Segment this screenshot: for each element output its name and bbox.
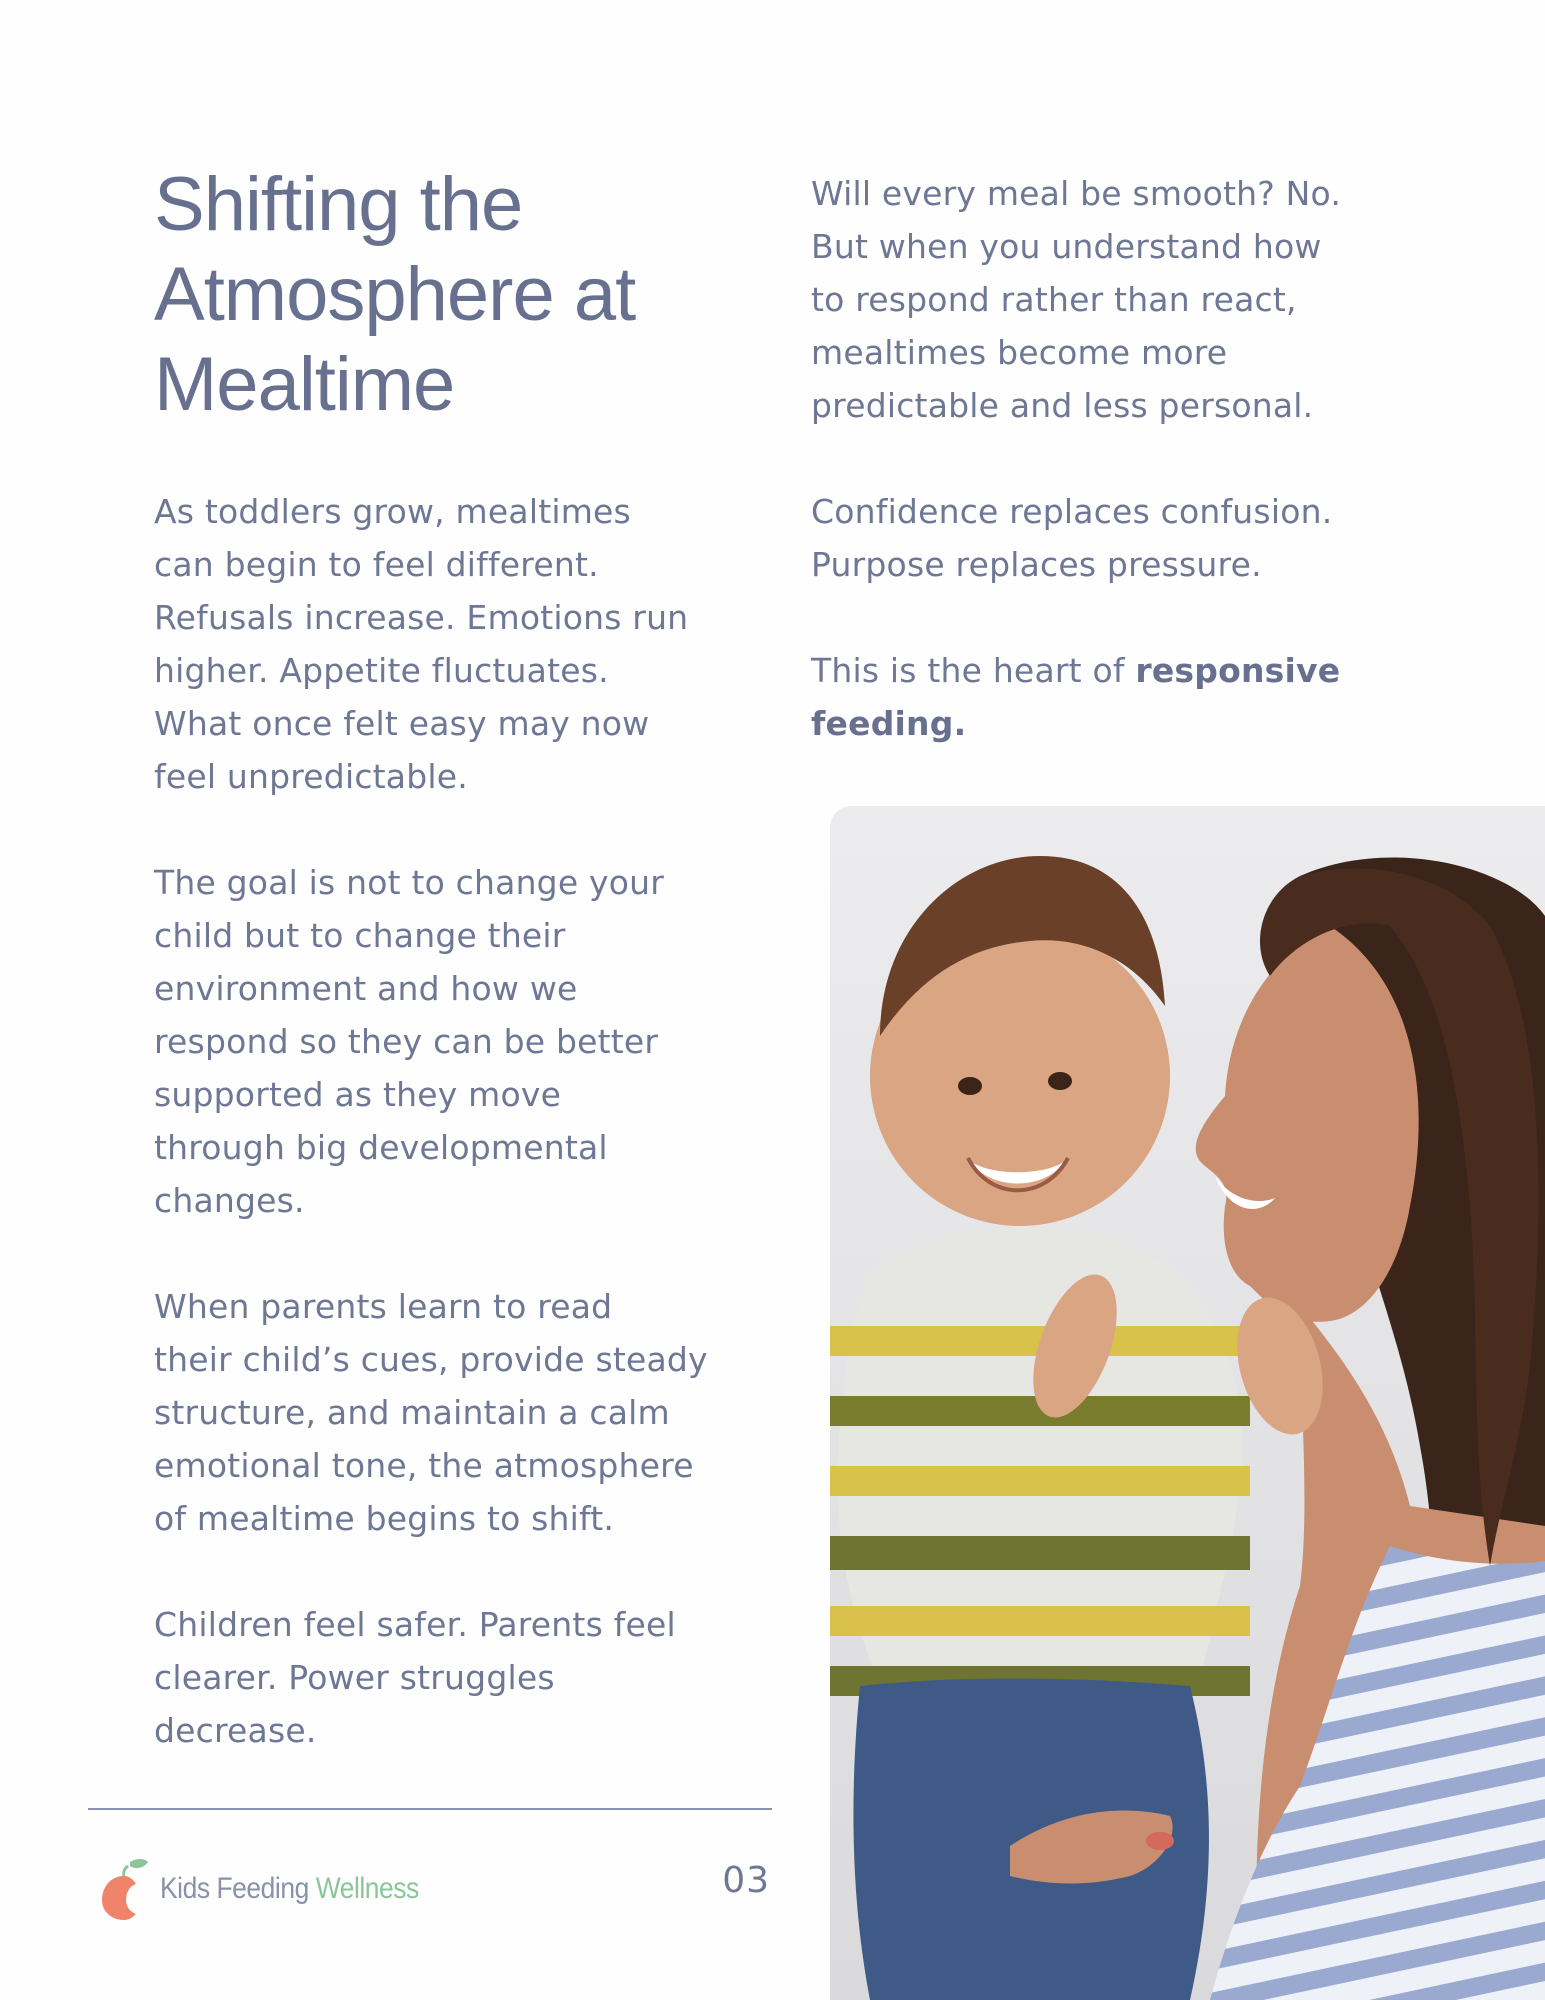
text-line: clearer. Power struggles xyxy=(154,1658,555,1697)
text-line: child but to change their xyxy=(154,916,566,955)
text-line: through big developmental xyxy=(154,1128,608,1167)
text-line: When parents learn to read xyxy=(154,1287,613,1326)
left-column xyxy=(154,485,744,1810)
paragraph xyxy=(154,1598,744,1757)
paragraph xyxy=(154,1280,744,1545)
paragraph xyxy=(811,485,1411,591)
brand-logo xyxy=(100,1854,454,1924)
text-line: changes. xyxy=(154,1181,305,1220)
text-line: supported as they move xyxy=(154,1075,562,1114)
text-line: environment and how we xyxy=(154,969,578,1008)
text-line: to respond rather than react, xyxy=(811,280,1297,319)
page-title xyxy=(154,160,714,430)
emphasis-text: feeding. xyxy=(811,704,967,743)
text-line: predictable and less personal. xyxy=(811,386,1314,425)
brand-name xyxy=(160,1872,419,1906)
apple-logo-icon xyxy=(100,1856,150,1922)
text-line: respond so they can be better xyxy=(154,1022,659,1061)
text-line: their child’s cues, provide steady xyxy=(154,1340,708,1379)
text-fragment: This is the heart of xyxy=(811,651,1136,690)
brand-name-part: Wellness xyxy=(315,1872,419,1905)
footer-divider xyxy=(88,1808,772,1810)
text-line: The goal is not to change your xyxy=(154,863,665,902)
text-line xyxy=(811,644,1411,697)
paragraph xyxy=(811,644,1411,750)
text-line: Will every meal be smooth? No. xyxy=(811,174,1342,213)
emphasis-text: responsive xyxy=(1135,651,1341,690)
right-column xyxy=(811,167,1411,803)
text-line: mealtimes become more xyxy=(811,333,1228,372)
title-line: Atmosphere at xyxy=(154,252,636,337)
paragraph xyxy=(811,167,1411,432)
text-line: can begin to feel different. xyxy=(154,545,599,584)
title-line: Shifting the xyxy=(154,162,523,247)
text-line: As toddlers grow, mealtimes xyxy=(154,492,631,531)
text-line: decrease. xyxy=(154,1711,317,1750)
title-line: Mealtime xyxy=(154,342,455,427)
text-line: Children feel safer. Parents feel xyxy=(154,1605,676,1644)
text-line: What once felt easy may now xyxy=(154,704,650,743)
text-line: structure, and maintain a calm xyxy=(154,1393,670,1432)
paragraph xyxy=(154,485,744,803)
text-line: of mealtime begins to shift. xyxy=(154,1499,615,1538)
text-line: Purpose replaces pressure. xyxy=(811,545,1262,584)
photo-illustration xyxy=(830,806,1545,2000)
text-line: But when you understand how xyxy=(811,227,1322,266)
mother-and-toddler-photo xyxy=(830,806,1545,2000)
page-number: 03 xyxy=(722,1860,770,1901)
text-line: Refusals increase. Emotions run xyxy=(154,598,689,637)
paragraph xyxy=(154,856,744,1227)
text-line: Confidence replaces confusion. xyxy=(811,492,1333,531)
text-line: emotional tone, the atmosphere xyxy=(154,1446,694,1485)
text-line: higher. Appetite fluctuates. xyxy=(154,651,609,690)
brand-name-part: Kids Feeding xyxy=(160,1872,309,1905)
text-line: feel unpredictable. xyxy=(154,757,468,796)
